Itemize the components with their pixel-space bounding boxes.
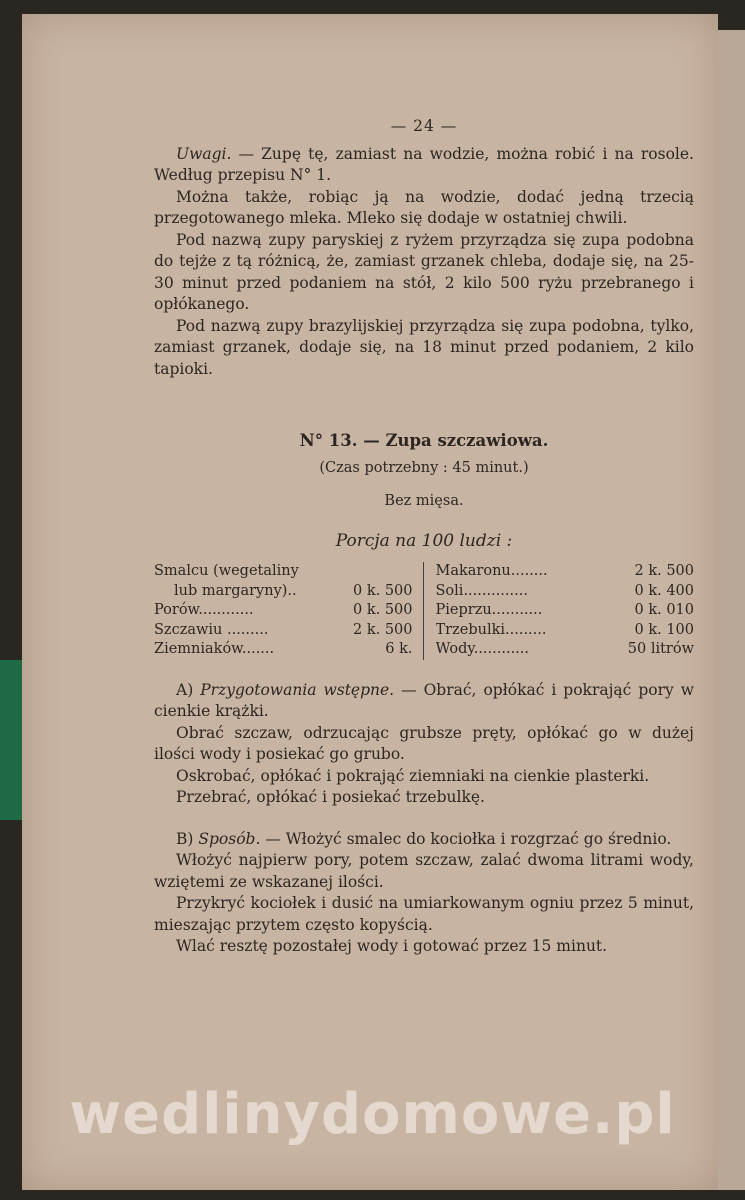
prep-paragraph-4: Przebrać, opłókać i posiekać trzebulkę. (176, 788, 485, 806)
background-strip (0, 660, 22, 820)
ingredient-row: Soli.............. 0 k. 400 (435, 582, 694, 599)
method-paragraph-3: Przykryć kociołek i dusić na umiarkowanym ogniu przez 5 minut, mieszając przytem często kopyścią. (154, 894, 694, 934)
ingredient-row: Smalcu (wegetaliny (154, 563, 299, 579)
recipe-title: N° 13. — Zupa szczawiowa. (299, 431, 549, 450)
ingredient-row: lub margaryny).. 0 k. 500 (174, 582, 413, 599)
method-paragraph-4: Wlać resztę pozostałej wody i gotować przez 15 minut. (176, 937, 608, 955)
prep-label: Przygotowania wstępne. (200, 680, 395, 699)
method-section (154, 829, 694, 958)
notes-paragraph-2: Można także, robiąc ją na wodzie, dodać jedną trzecią przegotowanego mleka. Mleko się dodaje w ostatniej chwili. (154, 187, 694, 227)
watermark: wedlinydomowe.pl (69, 1082, 676, 1147)
ingredients-right-column (424, 562, 695, 660)
notes-paragraph-4: Pod nazwą zupy brazylijskiej przyrządza się zupa podobna, tylko, zamiast grzanek, dodaje się, na 18 minut przed podaniem, 2 kilo tapioki. (154, 316, 694, 378)
recipe-time: (Czas potrzebny : 45 minut.) (319, 459, 529, 476)
method-paragraph-1: B) Sposób. — Włożyć smalec do kociołka i rozgrzać go średnio. (176, 829, 672, 848)
notes-paragraph-1: Uwagi. — Zupę tę, zamiast na wodzie, można robić i na rosole. Według przepisu N° 1. (154, 144, 694, 184)
method-paragraph-2: Włożyć najpierw pory, potem szczaw, zalać dwoma litrami wody, wziętemi ze wskazanej ilości. (154, 851, 694, 891)
page-content (154, 116, 694, 958)
method-label: Sposób. (198, 829, 261, 848)
notes-paragraph-3: Pod nazwą zupy paryskiej z ryżem przyrządza się zupa podobna do tejże z tą różnicą, że, zamiast grzanek chleba, dodaje się, na 25-30 minut przed podaniem na stół, 2 kilo 500 ryżu przebranego i opłókanego. (154, 230, 694, 313)
ingredient-row: Ziemniaków....... 6 k. (154, 641, 413, 657)
notes-label: Uwagi. (176, 144, 232, 163)
prep-paragraph-2: Obrać szczaw, odrzucając grubsze pręty, opłókać go w dużej ilości wody i posiekać go grubo. (154, 723, 694, 763)
ingredients-table (154, 562, 694, 660)
prep-section (154, 680, 694, 809)
ingredient-row: Pieprzu........... 0 k. 010 (435, 602, 694, 618)
ingredient-row: Trzebulki......... 0 k. 100 (435, 621, 694, 638)
portion-heading: Porcja na 100 ludzi : (335, 530, 513, 551)
adjacent-page-edge (718, 30, 745, 1190)
ingredient-row: Porów............ 0 k. 500 (154, 602, 413, 618)
ingredient-row: Wody............ 50 litrów (435, 641, 694, 657)
ingredient-row: Makaronu........ 2 k. 500 (435, 563, 694, 579)
ingredients-left-column (154, 562, 424, 660)
ingredient-row: Szczawiu ......... 2 k. 500 (154, 621, 413, 638)
page-number: — 24 — (390, 117, 458, 135)
prep-paragraph-3: Oskrobać, opłókać i pokrająć ziemniaki na cienkie plasterki. (176, 766, 650, 785)
recipe-meat-note: Bez mięsa. (384, 493, 464, 509)
prep-paragraph-1: A) Przygotowania wstępne. — Obrać, opłókać i pokrająć pory w cienkie krążki. (154, 680, 694, 720)
